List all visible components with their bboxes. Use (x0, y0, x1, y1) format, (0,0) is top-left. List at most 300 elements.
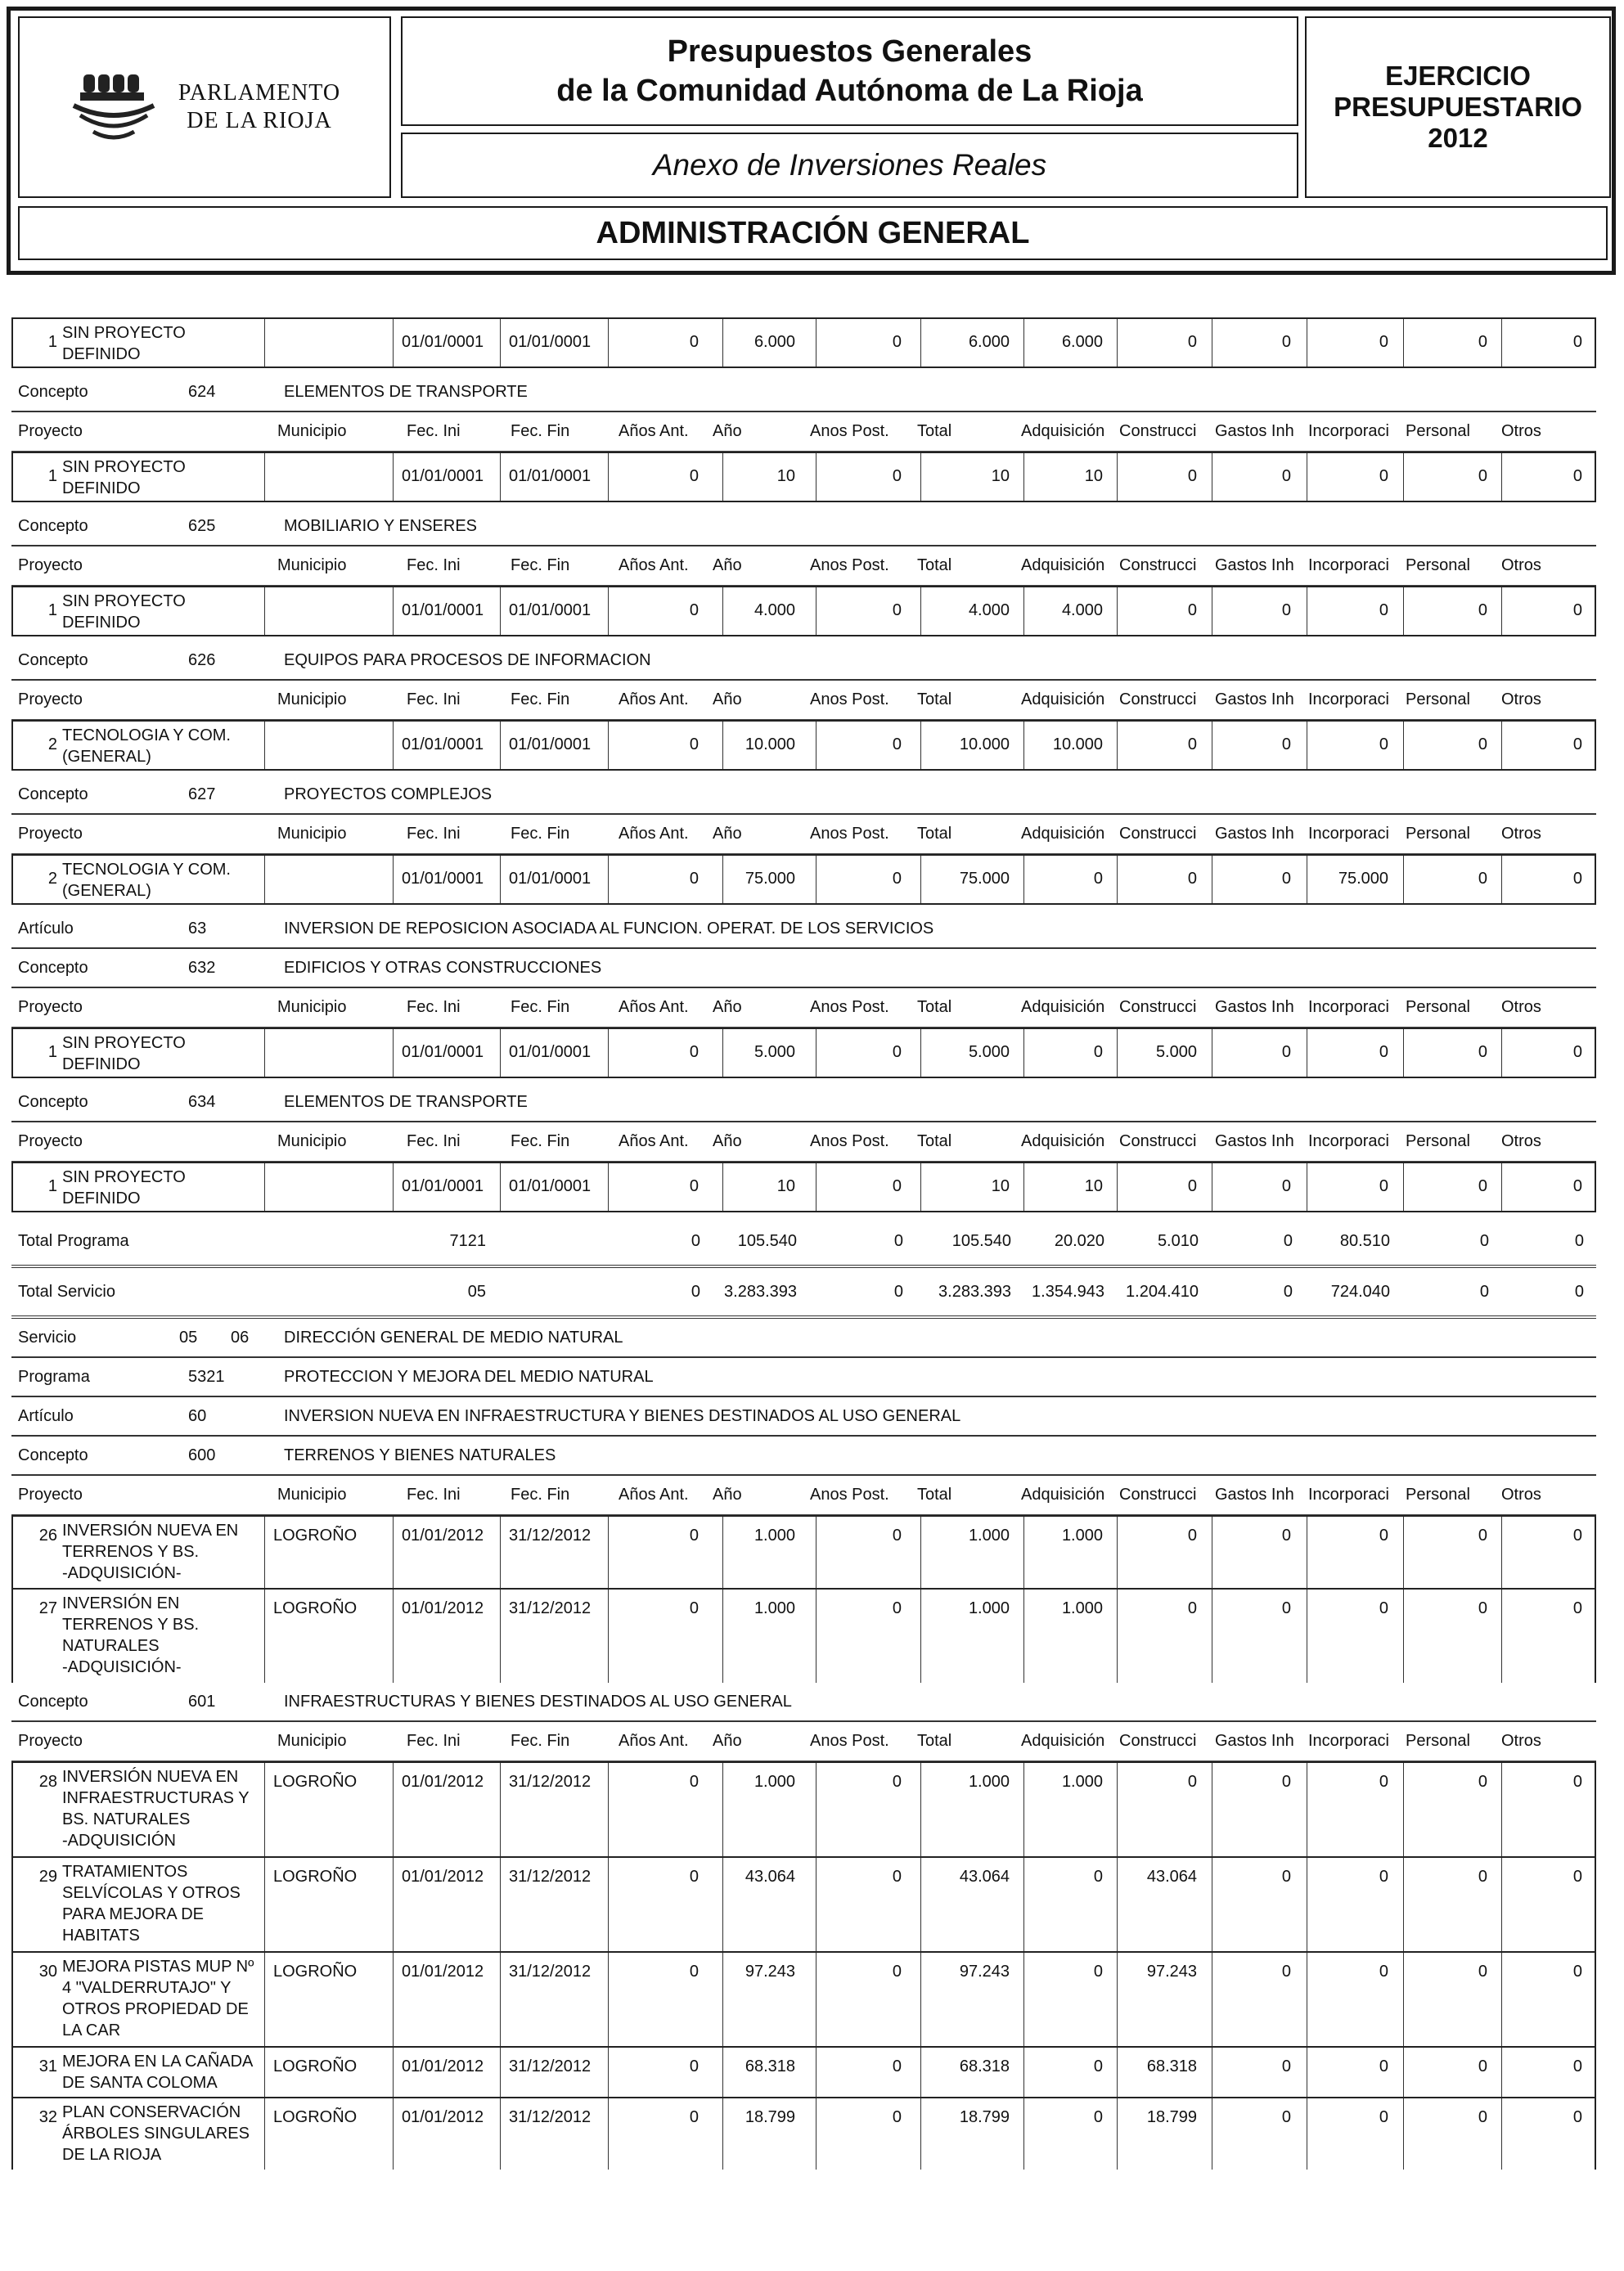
column-header: Municipio (277, 556, 347, 574)
amount-gas: 0 (1281, 735, 1291, 753)
column-header-row (11, 412, 1596, 452)
group-description: INVERSION NUEVA EN INFRAESTRUCTURA Y BIENES DESTINADOS AL USO GENERAL (284, 1407, 961, 1425)
column-header: Construcci (1119, 1132, 1197, 1150)
project-municipality: LOGROÑO (273, 1868, 358, 1886)
group-code: 627 (188, 785, 216, 803)
amount-ant: 0 (689, 1963, 699, 1981)
amount-post: 0 (892, 1043, 902, 1061)
column-header: Municipio (277, 1486, 347, 1504)
project-number: 29 (38, 1868, 57, 1886)
amount-ano: 10.000 (745, 735, 795, 753)
amount-per: 0 (1478, 870, 1487, 888)
amount-ano: 1.000 (754, 1599, 795, 1617)
group-label: Concepto (18, 785, 88, 803)
amount-ano: 4.000 (754, 601, 795, 619)
project-number: 32 (38, 2108, 57, 2126)
amount-total: 97.243 (959, 1963, 1010, 1981)
group-label: Programa (18, 1368, 90, 1386)
project-row (11, 1515, 1596, 1588)
project-start-date: 01/01/2012 (402, 2057, 484, 2075)
group-code: 634 (188, 1093, 216, 1111)
amount-cons: 0 (1187, 1599, 1197, 1617)
column-header: Años Ant. (619, 422, 689, 440)
group-row-artículo (11, 910, 1596, 949)
amount-cons: 0 (1187, 1773, 1197, 1791)
project-start-date: 01/01/0001 (402, 467, 484, 485)
total-cons: 5.010 (1157, 1232, 1199, 1250)
group-code: 624 (188, 383, 216, 401)
column-header: Personal (1406, 825, 1470, 843)
column-header: Anos Post. (810, 1732, 889, 1750)
column-header: Incorporaci (1308, 998, 1389, 1016)
amount-inc: 0 (1379, 1527, 1388, 1545)
project-name: SIN PROYECTO DEFINIDO (62, 458, 186, 497)
column-header-row (11, 1122, 1596, 1162)
total-otr: 0 (1574, 1283, 1584, 1301)
group-description: TERRENOS Y BIENES NATURALES (284, 1446, 556, 1464)
project-name: TECNOLOGIA Y COM. (GENERAL) (62, 861, 231, 900)
group-row-concepto (11, 1437, 1596, 1476)
amount-ant: 0 (689, 735, 699, 753)
amount-per: 0 (1478, 2108, 1487, 2126)
project-number: 2 (47, 735, 57, 753)
amount-post: 0 (892, 870, 902, 888)
project-name: TECNOLOGIA Y COM. (GENERAL) (62, 726, 231, 766)
column-header: Gastos Inh (1215, 690, 1294, 708)
column-header: Años Ant. (619, 1732, 689, 1750)
project-row (11, 1951, 1596, 2046)
amount-gas: 0 (1281, 1527, 1291, 1545)
amount-per: 0 (1478, 1773, 1487, 1791)
amount-otr: 0 (1572, 1599, 1582, 1617)
amount-otr: 0 (1572, 870, 1582, 888)
amount-per: 0 (1478, 735, 1487, 753)
amount-per: 0 (1478, 1527, 1487, 1545)
amount-gas: 0 (1281, 1773, 1291, 1791)
amount-total: 10 (991, 1177, 1010, 1195)
group-row-concepto (11, 507, 1596, 546)
project-name: SIN PROYECTO DEFINIDO (62, 1034, 186, 1073)
project-name: SIN PROYECTO DEFINIDO (62, 1168, 186, 1207)
total-total: 3.283.393 (938, 1283, 1011, 1301)
amount-gas: 0 (1281, 1177, 1291, 1195)
project-row (11, 586, 1596, 636)
column-header: Gastos Inh (1215, 998, 1294, 1016)
column-header: Otros (1501, 1732, 1541, 1750)
column-header: Fec. Fin (511, 998, 570, 1016)
project-end-date: 01/01/0001 (509, 467, 592, 485)
document-subtitle: Anexo de Inversiones Reales (401, 133, 1298, 198)
project-end-date: 31/12/2012 (509, 1599, 592, 1617)
column-header: Fec. Fin (511, 690, 570, 708)
project-end-date: 01/01/0001 (509, 1043, 592, 1061)
column-header-row (11, 815, 1596, 854)
column-header-row (11, 988, 1596, 1028)
project-row (11, 2046, 1596, 2097)
column-header: Años Ant. (619, 825, 689, 843)
column-header: Personal (1406, 1132, 1470, 1150)
column-header: Personal (1406, 998, 1470, 1016)
project-end-date: 01/01/0001 (509, 735, 592, 753)
project-end-date: 01/01/0001 (509, 870, 592, 888)
column-header: Municipio (277, 825, 347, 843)
group-row-concepto (11, 373, 1596, 412)
column-header: Incorporaci (1308, 825, 1389, 843)
project-end-date: 01/01/0001 (509, 1177, 592, 1195)
column-header: Proyecto (18, 998, 83, 1016)
total-row (11, 1217, 1596, 1268)
column-header: Construcci (1119, 556, 1197, 574)
amount-inc: 0 (1379, 601, 1388, 619)
project-name: PLAN CONSERVACIÓN ÁRBOLES SINGULARES DE LA RIOJA (62, 2103, 250, 2164)
amount-cons: 0 (1187, 1527, 1197, 1545)
column-header: Año (713, 1732, 742, 1750)
group-row-concepto (11, 1683, 1596, 1722)
fiscal-year-label-2: PRESUPUESTARIO (1334, 92, 1582, 122)
column-header: Año (713, 422, 742, 440)
column-header-row (11, 681, 1596, 720)
total-otr: 0 (1574, 1232, 1584, 1250)
amount-inc: 0 (1379, 1963, 1388, 1981)
amount-per: 0 (1478, 1043, 1487, 1061)
amount-cons: 68.318 (1146, 2057, 1197, 2075)
amount-adq: 6.000 (1061, 333, 1103, 351)
amount-otr: 0 (1572, 1963, 1582, 1981)
group-code: 63 (188, 920, 207, 938)
investment-table (11, 317, 1596, 2170)
column-header: Otros (1501, 825, 1541, 843)
amount-ant: 0 (689, 333, 699, 351)
column-header: Construcci (1119, 1486, 1197, 1504)
column-header: Total (917, 1732, 952, 1750)
amount-cons: 43.064 (1146, 1868, 1197, 1886)
column-header: Construcci (1119, 998, 1197, 1016)
amount-gas: 0 (1281, 333, 1291, 351)
amount-total: 10 (991, 467, 1010, 485)
column-header: Incorporaci (1308, 1732, 1389, 1750)
total-gas: 0 (1283, 1232, 1293, 1250)
amount-adq: 10 (1084, 467, 1103, 485)
amount-total: 6.000 (968, 333, 1010, 351)
project-municipality: LOGROÑO (273, 2057, 358, 2075)
group-row-concepto (11, 1083, 1596, 1122)
group-code: 600 (188, 1446, 216, 1464)
amount-ano: 18.799 (745, 2108, 795, 2126)
amount-ano: 1.000 (754, 1773, 795, 1791)
column-header: Gastos Inh (1215, 1132, 1294, 1150)
group-label: Artículo (18, 1407, 74, 1425)
amount-inc: 75.000 (1338, 870, 1388, 888)
project-number: 26 (38, 1527, 57, 1545)
group-label: Servicio (18, 1329, 77, 1347)
column-header: Total (917, 556, 952, 574)
amount-per: 0 (1478, 1868, 1487, 1886)
project-end-date: 31/12/2012 (509, 1868, 592, 1886)
title-line-1: Presupuestos Generales (667, 34, 1032, 69)
amount-per: 0 (1478, 1599, 1487, 1617)
total-per: 0 (1479, 1232, 1489, 1250)
amount-post: 0 (892, 2108, 902, 2126)
column-header: Incorporaci (1308, 690, 1389, 708)
column-header: Fec. Fin (511, 825, 570, 843)
amount-ant: 0 (689, 1868, 699, 1886)
column-header: Construcci (1119, 690, 1197, 708)
amount-total: 75.000 (959, 870, 1010, 888)
column-header: Año (713, 998, 742, 1016)
project-number: 2 (47, 870, 57, 888)
column-header: Otros (1501, 556, 1541, 574)
project-row (11, 1588, 1596, 1683)
project-municipality: LOGROÑO (273, 1963, 358, 1981)
group-code-2: 06 (231, 1329, 250, 1347)
project-number: 1 (47, 1043, 57, 1061)
project-end-date: 31/12/2012 (509, 2108, 592, 2126)
group-description: INVERSION DE REPOSICION ASOCIADA AL FUNCION. OPERAT. DE LOS SERVICIOS (284, 920, 934, 938)
amount-ant: 0 (689, 2108, 699, 2126)
amount-otr: 0 (1572, 735, 1582, 753)
amount-ano: 10 (776, 467, 795, 485)
column-header: Año (713, 556, 742, 574)
column-header: Personal (1406, 1486, 1470, 1504)
column-header-row (11, 546, 1596, 586)
column-header: Fec. Ini (407, 690, 461, 708)
amount-cons: 0 (1187, 870, 1197, 888)
column-header: Adquisición (1021, 1486, 1105, 1504)
column-header: Gastos Inh (1215, 422, 1294, 440)
column-header: Año (713, 825, 742, 843)
project-name: INVERSIÓN NUEVA EN TERRENOS Y BS. -ADQUISICIÓN- (62, 1522, 239, 1582)
amount-otr: 0 (1572, 1773, 1582, 1791)
column-header: Años Ant. (619, 556, 689, 574)
amount-adq: 10.000 (1052, 735, 1103, 753)
project-number: 27 (38, 1599, 57, 1617)
group-description: INFRAESTRUCTURAS Y BIENES DESTINADOS AL USO GENERAL (284, 1693, 792, 1711)
group-label: Concepto (18, 651, 88, 669)
project-number: 1 (47, 467, 57, 485)
amount-otr: 0 (1572, 1527, 1582, 1545)
column-header: Total (917, 422, 952, 440)
project-start-date: 01/01/2012 (402, 1868, 484, 1886)
column-header: Año (713, 1486, 742, 1504)
amount-otr: 0 (1572, 1868, 1582, 1886)
column-header: Adquisición (1021, 998, 1105, 1016)
amount-post: 0 (892, 1963, 902, 1981)
amount-cons: 5.000 (1155, 1043, 1197, 1061)
project-row (11, 1856, 1596, 1951)
project-number: 31 (38, 2057, 57, 2075)
column-header: Adquisición (1021, 1732, 1105, 1750)
cell-divider (13, 1163, 1502, 1211)
project-number: 1 (47, 333, 57, 351)
project-name: SIN PROYECTO DEFINIDO (62, 324, 186, 363)
amount-inc: 0 (1379, 1177, 1388, 1195)
total-post: 0 (893, 1232, 903, 1250)
amount-ant: 0 (689, 1773, 699, 1791)
project-row (11, 1162, 1596, 1212)
column-header: Años Ant. (619, 998, 689, 1016)
cell-divider (13, 453, 1502, 501)
column-header: Incorporaci (1308, 1132, 1389, 1150)
amount-total: 43.064 (959, 1868, 1010, 1886)
group-code: 625 (188, 517, 216, 535)
parliament-name (178, 79, 340, 135)
project-number: 1 (47, 1177, 57, 1195)
column-header: Municipio (277, 1732, 347, 1750)
group-description: PROTECCION Y MEJORA DEL MEDIO NATURAL (284, 1368, 654, 1386)
group-row-concepto (11, 776, 1596, 815)
group-code: 05 (179, 1329, 198, 1347)
group-row-artículo (11, 1397, 1596, 1437)
logo-line-1: PARLAMENTO (178, 80, 341, 106)
fiscal-year-label-1: EJERCICIO (1385, 61, 1531, 91)
column-header: Anos Post. (810, 422, 889, 440)
column-header: Personal (1406, 556, 1470, 574)
column-header: Anos Post. (810, 998, 889, 1016)
amount-gas: 0 (1281, 2057, 1291, 2075)
column-header: Año (713, 1132, 742, 1150)
amount-otr: 0 (1572, 1177, 1582, 1195)
parliament-logo-box (18, 16, 391, 198)
column-header: Incorporaci (1308, 556, 1389, 574)
title-line-2: de la Comunidad Autónoma de La Rioja (556, 74, 1143, 108)
column-header: Proyecto (18, 556, 83, 574)
project-end-date: 01/01/0001 (509, 601, 592, 619)
group-code: 5321 (188, 1368, 225, 1386)
total-code: 05 (467, 1283, 486, 1301)
amount-gas: 0 (1281, 1963, 1291, 1981)
column-header: Fec. Ini (407, 556, 461, 574)
column-header-row (11, 1722, 1596, 1761)
amount-total: 68.318 (959, 2057, 1010, 2075)
amount-adq: 0 (1093, 1868, 1103, 1886)
amount-gas: 0 (1281, 2108, 1291, 2126)
project-end-date: 31/12/2012 (509, 1963, 592, 1981)
column-header: Fec. Fin (511, 1132, 570, 1150)
amount-ano: 68.318 (745, 2057, 795, 2075)
amount-ano: 6.000 (754, 333, 795, 351)
column-header: Construcci (1119, 825, 1197, 843)
project-start-date: 01/01/2012 (402, 1599, 484, 1617)
column-header: Adquisición (1021, 1132, 1105, 1150)
column-header: Proyecto (18, 825, 83, 843)
amount-otr: 0 (1572, 2108, 1582, 2126)
column-header: Fec. Fin (511, 422, 570, 440)
column-header: Otros (1501, 422, 1541, 440)
amount-post: 0 (892, 2057, 902, 2075)
amount-ano: 97.243 (745, 1963, 795, 1981)
column-header: Construcci (1119, 422, 1197, 440)
total-per: 0 (1479, 1283, 1489, 1301)
amount-adq: 4.000 (1061, 601, 1103, 619)
column-header: Otros (1501, 998, 1541, 1016)
amount-inc: 0 (1379, 1868, 1388, 1886)
total-label: Total Programa (18, 1232, 129, 1250)
project-end-date: 31/12/2012 (509, 1773, 592, 1791)
column-header: Años Ant. (619, 1132, 689, 1150)
amount-adq: 0 (1093, 1043, 1103, 1061)
column-header: Municipio (277, 422, 347, 440)
amount-ano: 75.000 (745, 870, 795, 888)
group-label: Concepto (18, 1693, 88, 1711)
amount-otr: 0 (1572, 2057, 1582, 2075)
amount-adq: 1.000 (1061, 1773, 1103, 1791)
amount-total: 18.799 (959, 2108, 1010, 2126)
project-municipality: LOGROÑO (273, 1527, 358, 1545)
group-label: Concepto (18, 383, 88, 401)
column-header: Adquisición (1021, 690, 1105, 708)
column-header: Otros (1501, 690, 1541, 708)
total-ano: 3.283.393 (724, 1283, 797, 1301)
logo-line-2: DE LA RIOJA (187, 108, 332, 133)
column-header: Años Ant. (619, 1486, 689, 1504)
section-title: ADMINISTRACIÓN GENERAL (18, 206, 1608, 260)
column-header: Fec. Ini (407, 1486, 461, 1504)
total-ant: 0 (691, 1283, 700, 1301)
amount-adq: 0 (1093, 2057, 1103, 2075)
column-header: Gastos Inh (1215, 556, 1294, 574)
project-start-date: 01/01/0001 (402, 870, 484, 888)
column-header: Total (917, 1486, 952, 1504)
project-row (11, 1761, 1596, 1856)
amount-inc: 0 (1379, 2057, 1388, 2075)
project-number: 1 (47, 601, 57, 619)
project-start-date: 01/01/0001 (402, 1043, 484, 1061)
amount-otr: 0 (1572, 1043, 1582, 1061)
amount-inc: 0 (1379, 1773, 1388, 1791)
total-ano: 105.540 (737, 1232, 797, 1250)
column-header: Municipio (277, 690, 347, 708)
amount-per: 0 (1478, 1963, 1487, 1981)
group-row-programa (11, 1358, 1596, 1397)
amount-ant: 0 (689, 1043, 699, 1061)
amount-cons: 0 (1187, 1177, 1197, 1195)
project-start-date: 01/01/0001 (402, 601, 484, 619)
column-header: Incorporaci (1308, 1486, 1389, 1504)
amount-post: 0 (892, 333, 902, 351)
amount-per: 0 (1478, 601, 1487, 619)
column-header: Fec. Fin (511, 1732, 570, 1750)
column-header: Fec. Ini (407, 1732, 461, 1750)
amount-ant: 0 (689, 601, 699, 619)
amount-ano: 5.000 (754, 1043, 795, 1061)
project-name: INVERSIÓN NUEVA EN INFRAESTRUCTURAS Y BS. NATURALES -ADQUISICIÓN (62, 1768, 250, 1850)
column-header: Años Ant. (619, 690, 689, 708)
project-number: 28 (38, 1773, 57, 1791)
amount-adq: 0 (1093, 1963, 1103, 1981)
project-end-date: 31/12/2012 (509, 2057, 592, 2075)
amount-total: 1.000 (968, 1599, 1010, 1617)
group-description: ELEMENTOS DE TRANSPORTE (284, 383, 528, 401)
total-adq: 20.020 (1054, 1232, 1104, 1250)
column-header: Fec. Fin (511, 1486, 570, 1504)
amount-cons: 0 (1187, 735, 1197, 753)
amount-adq: 0 (1093, 2108, 1103, 2126)
amount-inc: 0 (1379, 467, 1388, 485)
group-row-concepto (11, 641, 1596, 681)
project-start-date: 01/01/2012 (402, 1773, 484, 1791)
amount-gas: 0 (1281, 870, 1291, 888)
total-adq: 1.354.943 (1032, 1283, 1104, 1301)
amount-inc: 0 (1379, 333, 1388, 351)
amount-post: 0 (892, 467, 902, 485)
column-header: Anos Post. (810, 825, 889, 843)
amount-adq: 1.000 (1061, 1599, 1103, 1617)
amount-otr: 0 (1572, 467, 1582, 485)
fiscal-year-box (1305, 16, 1611, 198)
amount-ano: 43.064 (745, 1868, 795, 1886)
project-end-date: 01/01/0001 (509, 333, 592, 351)
column-header: Total (917, 690, 952, 708)
